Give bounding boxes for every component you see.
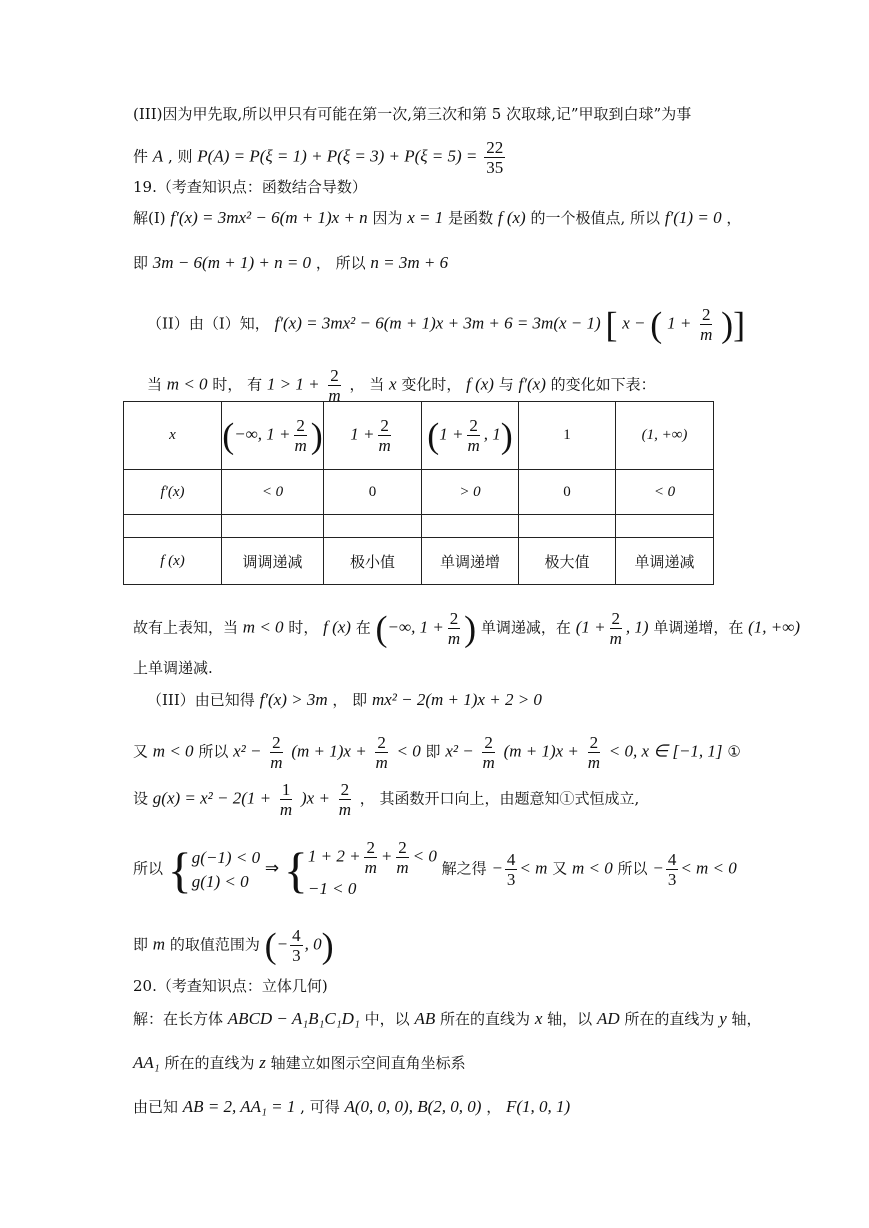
text: 即 xyxy=(133,935,149,954)
text: ， 其函数开口向上，由题意知①式恒成立, xyxy=(359,789,640,808)
table-cell xyxy=(616,515,714,538)
text: 所以 xyxy=(617,859,648,878)
math: , 1) xyxy=(625,617,649,637)
text: 即 xyxy=(425,742,441,761)
table-cell xyxy=(324,515,422,538)
math: (m + 1)x + xyxy=(291,741,367,761)
formula-line xyxy=(147,366,656,405)
text: 件 xyxy=(133,147,149,166)
table-cell: < 0 xyxy=(222,470,324,515)
text: , 可得 xyxy=(300,1098,340,1116)
fraction: $\frac{2}{m}$ xyxy=(700,305,713,344)
math: 3m − 6(m + 1) + n = 0 xyxy=(152,253,312,272)
math: x² − xyxy=(233,741,262,761)
table-cell xyxy=(222,515,324,538)
table-cell: 0 xyxy=(519,470,616,515)
math: m < 0 xyxy=(166,374,208,394)
text: 变化时， xyxy=(401,375,462,394)
text: 即 xyxy=(133,254,149,272)
question-heading: 20.（考查知识点：立体几何) xyxy=(133,977,328,995)
table-cell: > 0 xyxy=(422,470,519,515)
text: 时， xyxy=(288,618,319,637)
math: f′(x) = 3mx² − 6(m + 1)x + n xyxy=(170,208,368,227)
formula-line: 故有上表知，当 m < 0 时， f (x) 在 (−∞, 1 + $\frac{2}{m}$ ) 单调递减，在 (1 + $\frac{2}{m}$ , 1) 单调递增，在 (1, +∞) xyxy=(133,608,801,649)
math: A(0, 0, 0), B(2, 0, 0) xyxy=(344,1097,482,1116)
table-cell: 单调递减 xyxy=(616,538,714,585)
formula-line: 所以 { g(−1) < 0 g(1) < 0 ⇒ { 1 + 2 + $\frac{2}{m}$ + $\frac{2}{m}$ < 0 −1 < 0 解之得 − $\frac{4}{3}$ < m 又 m < 0 所以 − $\frac{4}{3}$ < m < 0 xyxy=(133,838,737,901)
text: 设 xyxy=(133,789,149,808)
math: < 0, x ∈ [−1, 1] xyxy=(608,741,723,761)
formula-line: 设 g(x) = x² − 2(1 + $\frac{1}{m}$ )x + $\frac{2}{m}$ ， 其函数开口向上，由题意知①式恒成立, xyxy=(133,780,640,819)
text: 在 xyxy=(355,618,371,637)
math: F(1, 0, 1) xyxy=(506,1097,571,1116)
formula-line: 又 m < 0 所以 x² − $\frac{2}{m}$ (m + 1)x + $\frac{2}{m}$ < 0 即 x² − $\frac{2}{m}$ (m + 1)x + $\frac{2}{m}$ < 0, x ∈ [−1, 1] ① xyxy=(133,733,741,772)
formula-line: （II）由（I）知， f′(x) = 3mx² − 6(m + 1)x + 3m + 6 = 3m(x − 1) [ x − ( 1 + $\frac{2}{m}$ )] xyxy=(147,304,746,345)
math: f′(x) xyxy=(518,374,546,394)
math: (m + 1)x + xyxy=(503,741,579,761)
text: （II）由（I）知， xyxy=(147,314,270,333)
table-cell: (1 + $\frac{2}{m}$ , 1) xyxy=(422,402,519,470)
table-row xyxy=(124,470,714,515)
table-cell: 0 xyxy=(324,470,422,515)
text: 的变化如下表： xyxy=(550,375,656,394)
table-cell: 单调递增 xyxy=(422,538,519,585)
text: 的取值范围为 xyxy=(169,935,260,954)
math: z xyxy=(259,1053,266,1072)
text: 当 xyxy=(147,375,163,394)
table-cell: f′(x) xyxy=(124,470,222,515)
math: < 0 xyxy=(396,741,421,761)
table-cell: 1 xyxy=(519,402,616,470)
table-cell: x xyxy=(124,402,222,470)
fraction: $\frac{22}{35}$ xyxy=(486,138,504,177)
table-cell: < 0 xyxy=(616,470,714,515)
math: f′(x) > 3m xyxy=(259,690,328,709)
math: n = 3m + 6 xyxy=(370,253,449,272)
text: 又 xyxy=(133,742,149,761)
case-system: { g(−1) < 0 g(1) < 0 xyxy=(167,841,261,898)
text: 单调递减，在 xyxy=(480,618,571,637)
math: AB = 2, AA₁ = 1 xyxy=(182,1097,296,1116)
formula-line: 即 m 的取值范围为 (− $\frac{4}{3}$ , 0) xyxy=(133,925,334,966)
arrow: ⇒ xyxy=(264,858,280,878)
math: m xyxy=(152,934,166,954)
question-heading: 19.（考查知识点：函数结合导数） xyxy=(133,178,367,196)
formula-line xyxy=(133,1096,570,1118)
variation-table xyxy=(123,401,714,585)
case-system: { 1 + 2 + $\frac{2}{m}$ + $\frac{2}{m}$ < 0 −1 < 0 xyxy=(283,838,437,898)
math: AB xyxy=(414,1009,436,1028)
text-line: (III)因为甲先取,所以甲只有可能在第一次,第三次和第 5 次取球,记”甲取到白球”为事 xyxy=(133,105,692,123)
math: AA₁ xyxy=(133,1053,160,1072)
text: 所以 xyxy=(198,742,229,761)
text: 轴， xyxy=(731,1010,762,1028)
math: P(A) = P(ξ = 1) + P(ξ = 3) + P(ξ = 5) = xyxy=(197,146,478,166)
fraction: $\frac{2}{m}$ xyxy=(328,366,341,405)
formula-line xyxy=(133,1052,466,1074)
math: AD xyxy=(596,1009,620,1028)
text: 因为 xyxy=(372,209,403,227)
text: 所在的直线为 xyxy=(164,1054,255,1072)
table-cell: 1 + $\frac{2}{m}$ xyxy=(324,402,422,470)
math: )x + xyxy=(300,788,330,808)
text: ， 当 xyxy=(349,375,385,394)
text: 由已知 xyxy=(133,1098,179,1116)
table-cell: 调调递减 xyxy=(222,538,324,585)
math: 1 > 1 + xyxy=(266,374,320,394)
table-cell: f (x) xyxy=(124,538,222,585)
table-row xyxy=(124,402,714,470)
formula-line xyxy=(133,138,507,177)
table-cell: 极小值 xyxy=(324,538,422,585)
text-line: 上单调递减. xyxy=(133,659,213,677)
text: 所在的直线为 xyxy=(624,1010,715,1028)
math: x xyxy=(389,374,397,394)
table-cell xyxy=(519,515,616,538)
math: g(x) = x² − 2(1 + xyxy=(152,788,272,808)
text: 的一个极值点, 所以 xyxy=(530,209,661,227)
math: f (x) xyxy=(466,374,494,394)
text: 是函数 xyxy=(448,209,494,227)
math: f′(1) = 0 xyxy=(664,208,722,227)
text: （III）由已知得 xyxy=(147,691,255,709)
text: ， xyxy=(486,1098,502,1116)
text: ① xyxy=(727,742,741,761)
table-row xyxy=(124,538,714,585)
math: (1, +∞) xyxy=(748,617,801,637)
math: x − xyxy=(622,313,646,333)
text: 轴建立如图示空间直角坐标系 xyxy=(270,1054,466,1072)
text: 故有上表知，当 xyxy=(133,618,239,637)
math: mx² − 2(m + 1)x + 2 > 0 xyxy=(371,690,542,709)
table-cell xyxy=(124,515,222,538)
math: m < 0 xyxy=(242,617,284,637)
math: 1 + xyxy=(667,313,692,333)
table-cell: 极大值 xyxy=(519,538,616,585)
text: 中，以 xyxy=(364,1010,410,1028)
table-cell xyxy=(422,515,519,538)
text: 解：在长方体 xyxy=(133,1010,224,1028)
math: f (x) xyxy=(497,208,526,227)
text: 所在的直线为 xyxy=(440,1010,531,1028)
math: m < 0 xyxy=(152,741,194,761)
text: ， 即 xyxy=(332,691,368,709)
text: ， xyxy=(726,209,742,227)
math: (1 + xyxy=(575,617,606,637)
formula-line xyxy=(147,689,542,711)
table-cell: (1, +∞) xyxy=(616,402,714,470)
text: 所以 xyxy=(133,859,164,878)
math: x² − xyxy=(445,741,474,761)
text: 又 xyxy=(552,859,568,878)
math: f (x) xyxy=(323,617,351,637)
math: A xyxy=(152,146,164,166)
formula-line xyxy=(133,207,741,229)
text: 解之得 xyxy=(441,859,487,878)
math: y xyxy=(719,1009,727,1028)
text: 与 xyxy=(498,375,514,394)
formula-line xyxy=(133,1008,762,1030)
text: 单调递增，在 xyxy=(653,618,744,637)
math: f′(x) = 3mx² − 6(m + 1)x + 3m + 6 = 3m(x − 1) xyxy=(274,313,601,333)
text: ， 所以 xyxy=(315,254,366,272)
math: −∞, 1 + xyxy=(387,617,444,637)
formula-line xyxy=(133,252,448,274)
math: x xyxy=(534,1009,543,1028)
text: , 则 xyxy=(167,147,193,166)
math: x = 1 xyxy=(407,208,444,227)
table-row xyxy=(124,515,714,538)
math: ABCD − A₁B₁C₁D₁ xyxy=(227,1009,360,1028)
text: 轴，以 xyxy=(547,1010,593,1028)
text: 时， 有 xyxy=(212,375,263,394)
text: 解(I) xyxy=(133,209,166,227)
table-cell: (−∞, 1 + $\frac{2}{m}$ ) xyxy=(222,402,324,470)
